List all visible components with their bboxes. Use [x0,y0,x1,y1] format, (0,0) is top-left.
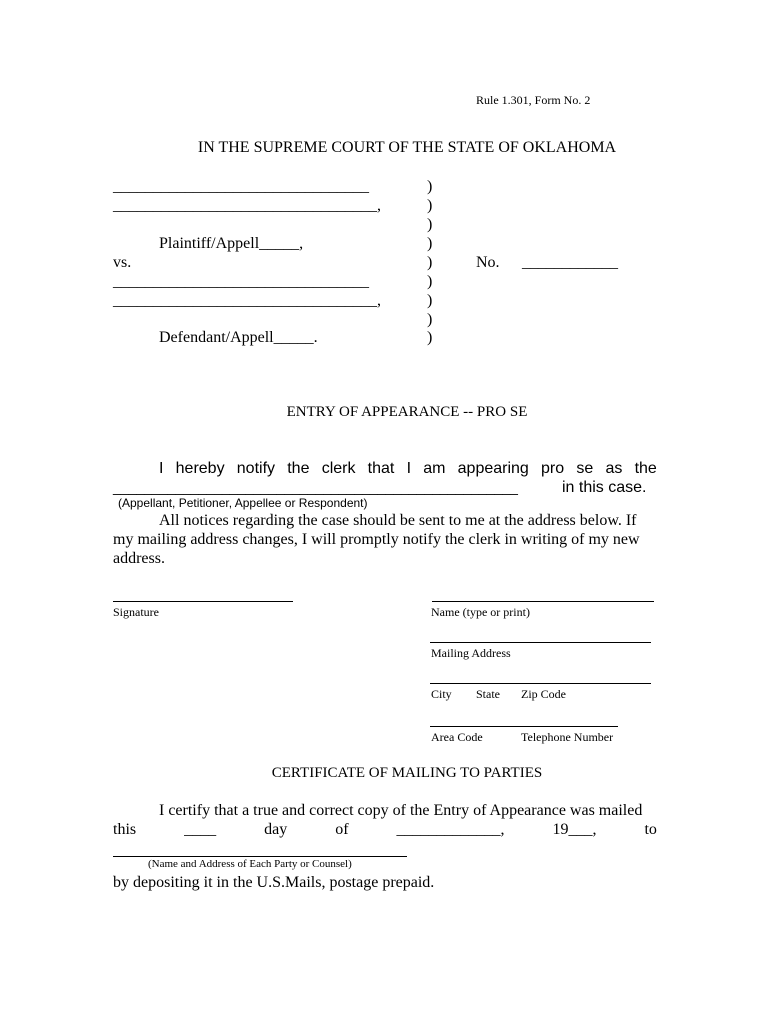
plaintiff-name-line-1: ________________________________ [113,178,369,195]
caption-paren: ) [427,197,433,214]
entry-title: ENTRY OF APPEARANCE -- PRO SE [286,404,528,420]
plaintiff-label: Plaintiff/Appell_____, [159,235,304,252]
caption-paren: ) [427,329,433,346]
notify-word: notify [236,460,276,477]
notify-word: se [576,460,594,477]
area-code-label: Area Code [431,730,483,744]
versus-label: vs. [113,254,132,271]
notices-line-2: my mailing address changes, I will promptly notify the clerk in writing of my new [113,531,640,548]
defendant-name-line-2: _________________________________, [113,292,381,309]
role-hint: (Appellant, Petitioner, Appellee or Respondent) [118,496,368,510]
mailing-date-line [113,822,657,838]
party-address-line[interactable] [113,856,407,857]
notify-word: am [423,460,446,477]
notify-word: the [287,460,310,477]
city-state-zip-line[interactable] [430,683,651,684]
case-number-field[interactable]: ____________ [522,254,618,271]
date-word: day [264,821,288,838]
notify-word: I [406,460,412,477]
year-blank[interactable]: 19___, [552,821,597,838]
party-address-hint: (Name and Address of Each Party or Counsel) [148,858,352,870]
notices-line-3: address. [113,550,165,567]
notify-word: as [605,460,623,477]
telephone-number-label: Telephone Number [521,730,614,744]
name-line[interactable] [432,601,654,602]
date-word: of [335,821,349,838]
caption-paren: ) [427,178,433,195]
notify-word: clerk [321,460,356,477]
signature-label: Signature [113,605,159,619]
mailing-address-label: Mailing Address [431,646,511,660]
city-label: City [431,687,452,701]
mailing-address-line[interactable] [430,642,651,643]
signature-line[interactable] [113,601,293,602]
caption-paren: ) [427,216,433,233]
in-this-case-text: in this case. [562,479,647,496]
month-blank[interactable]: _____________, [396,821,505,838]
plaintiff-name-line-2: _________________________________, [113,197,381,214]
rule-reference: Rule 1.301, Form No. 2 [476,93,591,107]
notify-word: that [367,460,395,477]
caption-paren: ) [427,292,433,309]
notify-word: hereby [175,460,225,477]
case-number-label: No. [476,254,500,271]
notify-word: pro [541,460,565,477]
defendant-name-line-1: ________________________________ [113,273,369,290]
state-label: State [476,687,500,701]
notices-line-1: All notices regarding the case should be sent to me at the address below. If [159,512,637,529]
certificate-title: CERTIFICATE OF MAILING TO PARTIES [271,765,543,781]
caption-paren: ) [427,311,433,328]
date-word: this [113,821,137,838]
notify-line [159,461,657,477]
defendant-label: Defendant/Appell_____. [159,329,318,346]
notify-word: appearing [457,460,529,477]
court-title: IN THE SUPREME COURT OF THE STATE OF OKLAHOMA [197,139,617,156]
certify-line: I certify that a true and correct copy of the Entry of Appearance was mailed [159,802,643,819]
caption-paren: ) [427,254,433,271]
deposit-line: by depositing it in the U.S.Mails, postage prepaid. [113,874,435,891]
date-word: to [644,821,657,838]
zip-code-label: Zip Code [521,687,566,701]
role-blank-line[interactable]: ____________________________________________________ [113,479,518,495]
caption-paren: ) [427,273,433,290]
caption-paren: ) [427,235,433,252]
day-blank[interactable]: ____ [184,821,217,838]
notify-word: I [159,460,164,477]
telephone-line[interactable] [430,726,618,727]
name-label: Name (type or print) [431,605,530,619]
notify-word: the [634,460,657,477]
